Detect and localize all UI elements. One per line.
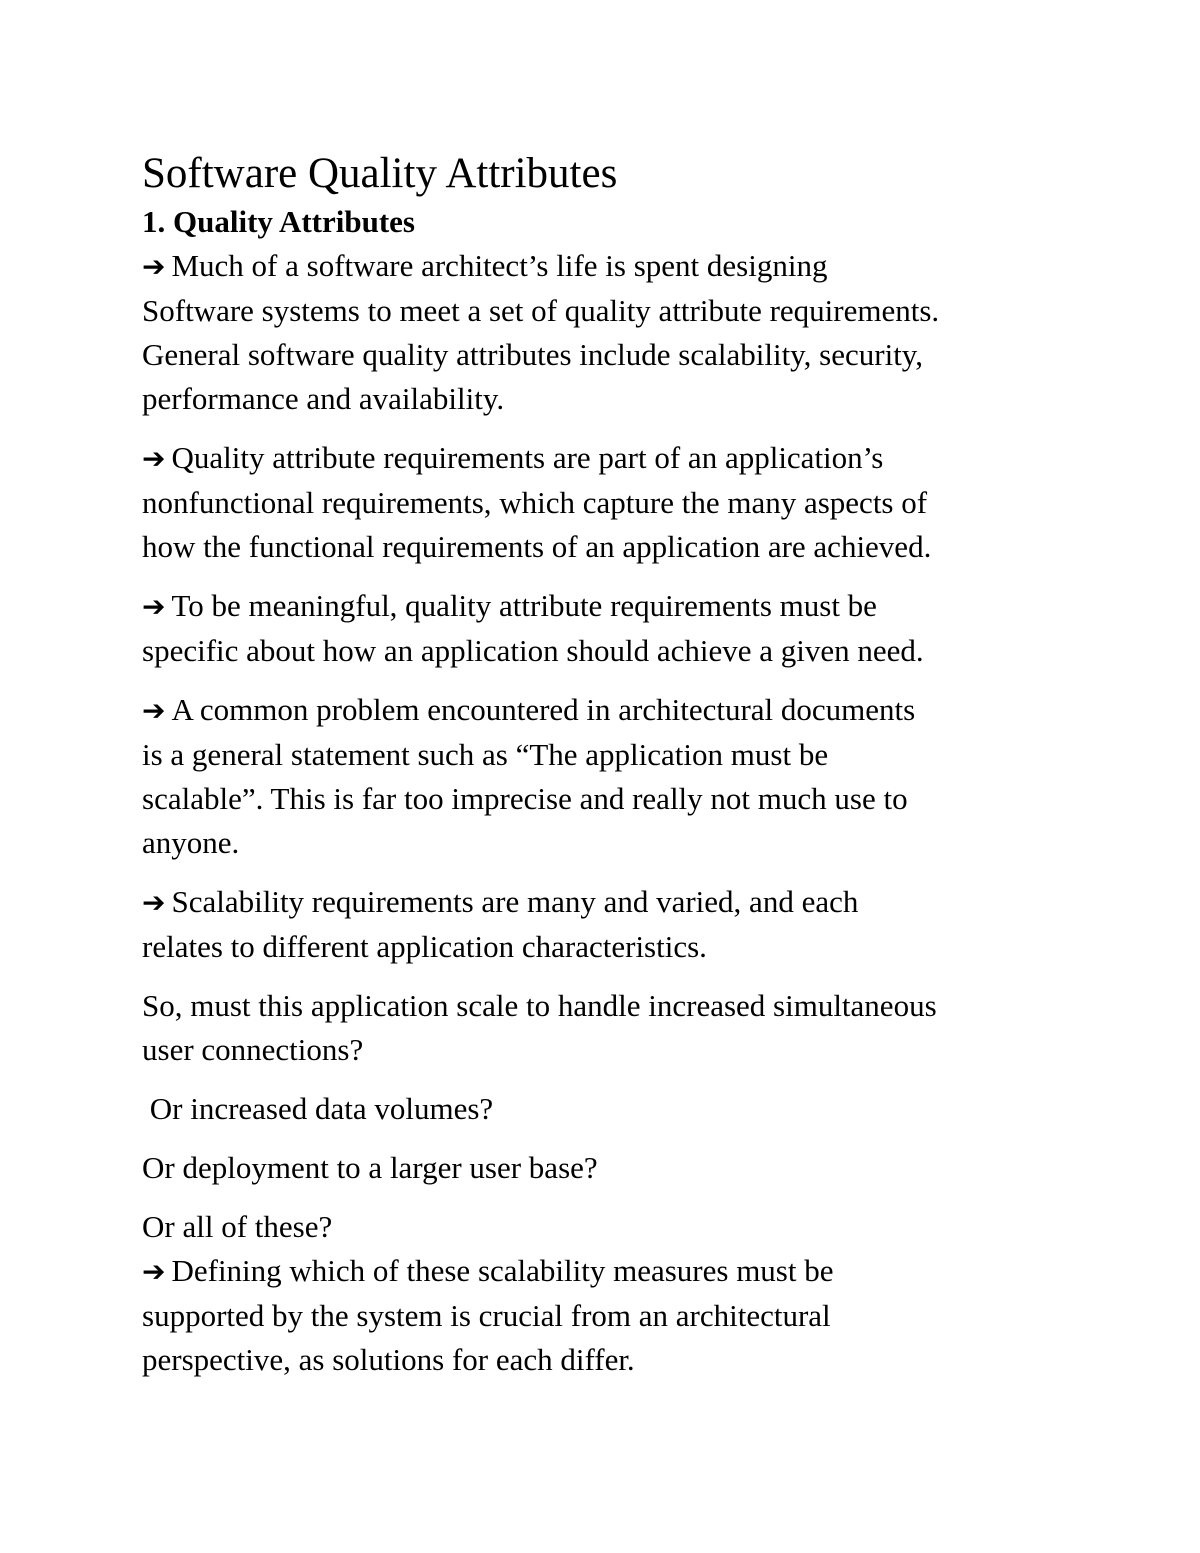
paragraph-line: scalable”. This is far too imprecise and really not much use to: [142, 781, 908, 816]
document-body: [142, 244, 1082, 1249]
paragraph: [142, 1146, 1082, 1190]
paragraph-line: relates to different application characteristics.: [142, 929, 707, 964]
paragraph-line: perspective, as solutions for each differ.: [142, 1342, 635, 1377]
paragraph-line: Or deployment to a larger user base?: [142, 1150, 598, 1185]
arrow-bullet-icon: ➔: [142, 694, 166, 727]
document-title: Software Quality Attributes: [142, 150, 618, 197]
final-paragraph: [142, 1249, 1082, 1382]
document-page: [142, 148, 1082, 1382]
paragraph-line: Or all of these?: [142, 1209, 333, 1244]
paragraph-line: Or increased data volumes?: [142, 1091, 494, 1126]
paragraph: [142, 1249, 1082, 1382]
paragraph-line: is a general statement such as “The application must be: [142, 737, 829, 772]
arrow-bullet-icon: ➔: [142, 590, 166, 623]
paragraph-line: supported by the system is crucial from an architectural: [142, 1298, 831, 1333]
paragraph: [142, 984, 1082, 1072]
paragraph: [142, 880, 1082, 969]
arrow-bullet-icon: ➔: [142, 1255, 166, 1288]
paragraph: [142, 244, 1082, 421]
paragraph-line: user connections?: [142, 1032, 364, 1067]
paragraph-line: Quality attribute requirements are part of an application’s: [171, 440, 884, 475]
paragraph-line: anyone.: [142, 825, 240, 860]
section-heading: 1. Quality Attributes: [142, 204, 415, 239]
paragraph-line: Scalability requirements are many and varied, and each: [171, 884, 859, 919]
paragraph-line: performance and availability.: [142, 381, 505, 416]
paragraph-line: Defining which of these scalability measures must be: [171, 1253, 834, 1288]
paragraph: [142, 584, 1082, 673]
paragraph-line: A common problem encountered in architectural documents: [171, 692, 916, 727]
paragraph: [142, 688, 1082, 865]
paragraph-line: General software quality attributes include scalability, security,: [142, 337, 924, 372]
arrow-bullet-icon: ➔: [142, 442, 166, 475]
paragraph: [142, 1087, 1082, 1131]
paragraph-line: nonfunctional requirements, which capture the many aspects of: [142, 485, 928, 520]
paragraph-line: specific about how an application should achieve a given need.: [142, 633, 924, 668]
arrow-bullet-icon: ➔: [142, 886, 166, 919]
paragraph-line: how the functional requirements of an application are achieved.: [142, 529, 932, 564]
paragraph-line: Much of a software architect’s life is spent designing: [171, 248, 828, 283]
paragraph: [142, 1205, 1082, 1249]
paragraph-line: So, must this application scale to handle increased simultaneous: [142, 988, 937, 1023]
arrow-bullet-icon: ➔: [142, 250, 166, 283]
paragraph-line: To be meaningful, quality attribute requirements must be: [171, 588, 877, 623]
paragraph-line: Software systems to meet a set of quality attribute requirements.: [142, 293, 940, 328]
paragraph: [142, 436, 1082, 569]
